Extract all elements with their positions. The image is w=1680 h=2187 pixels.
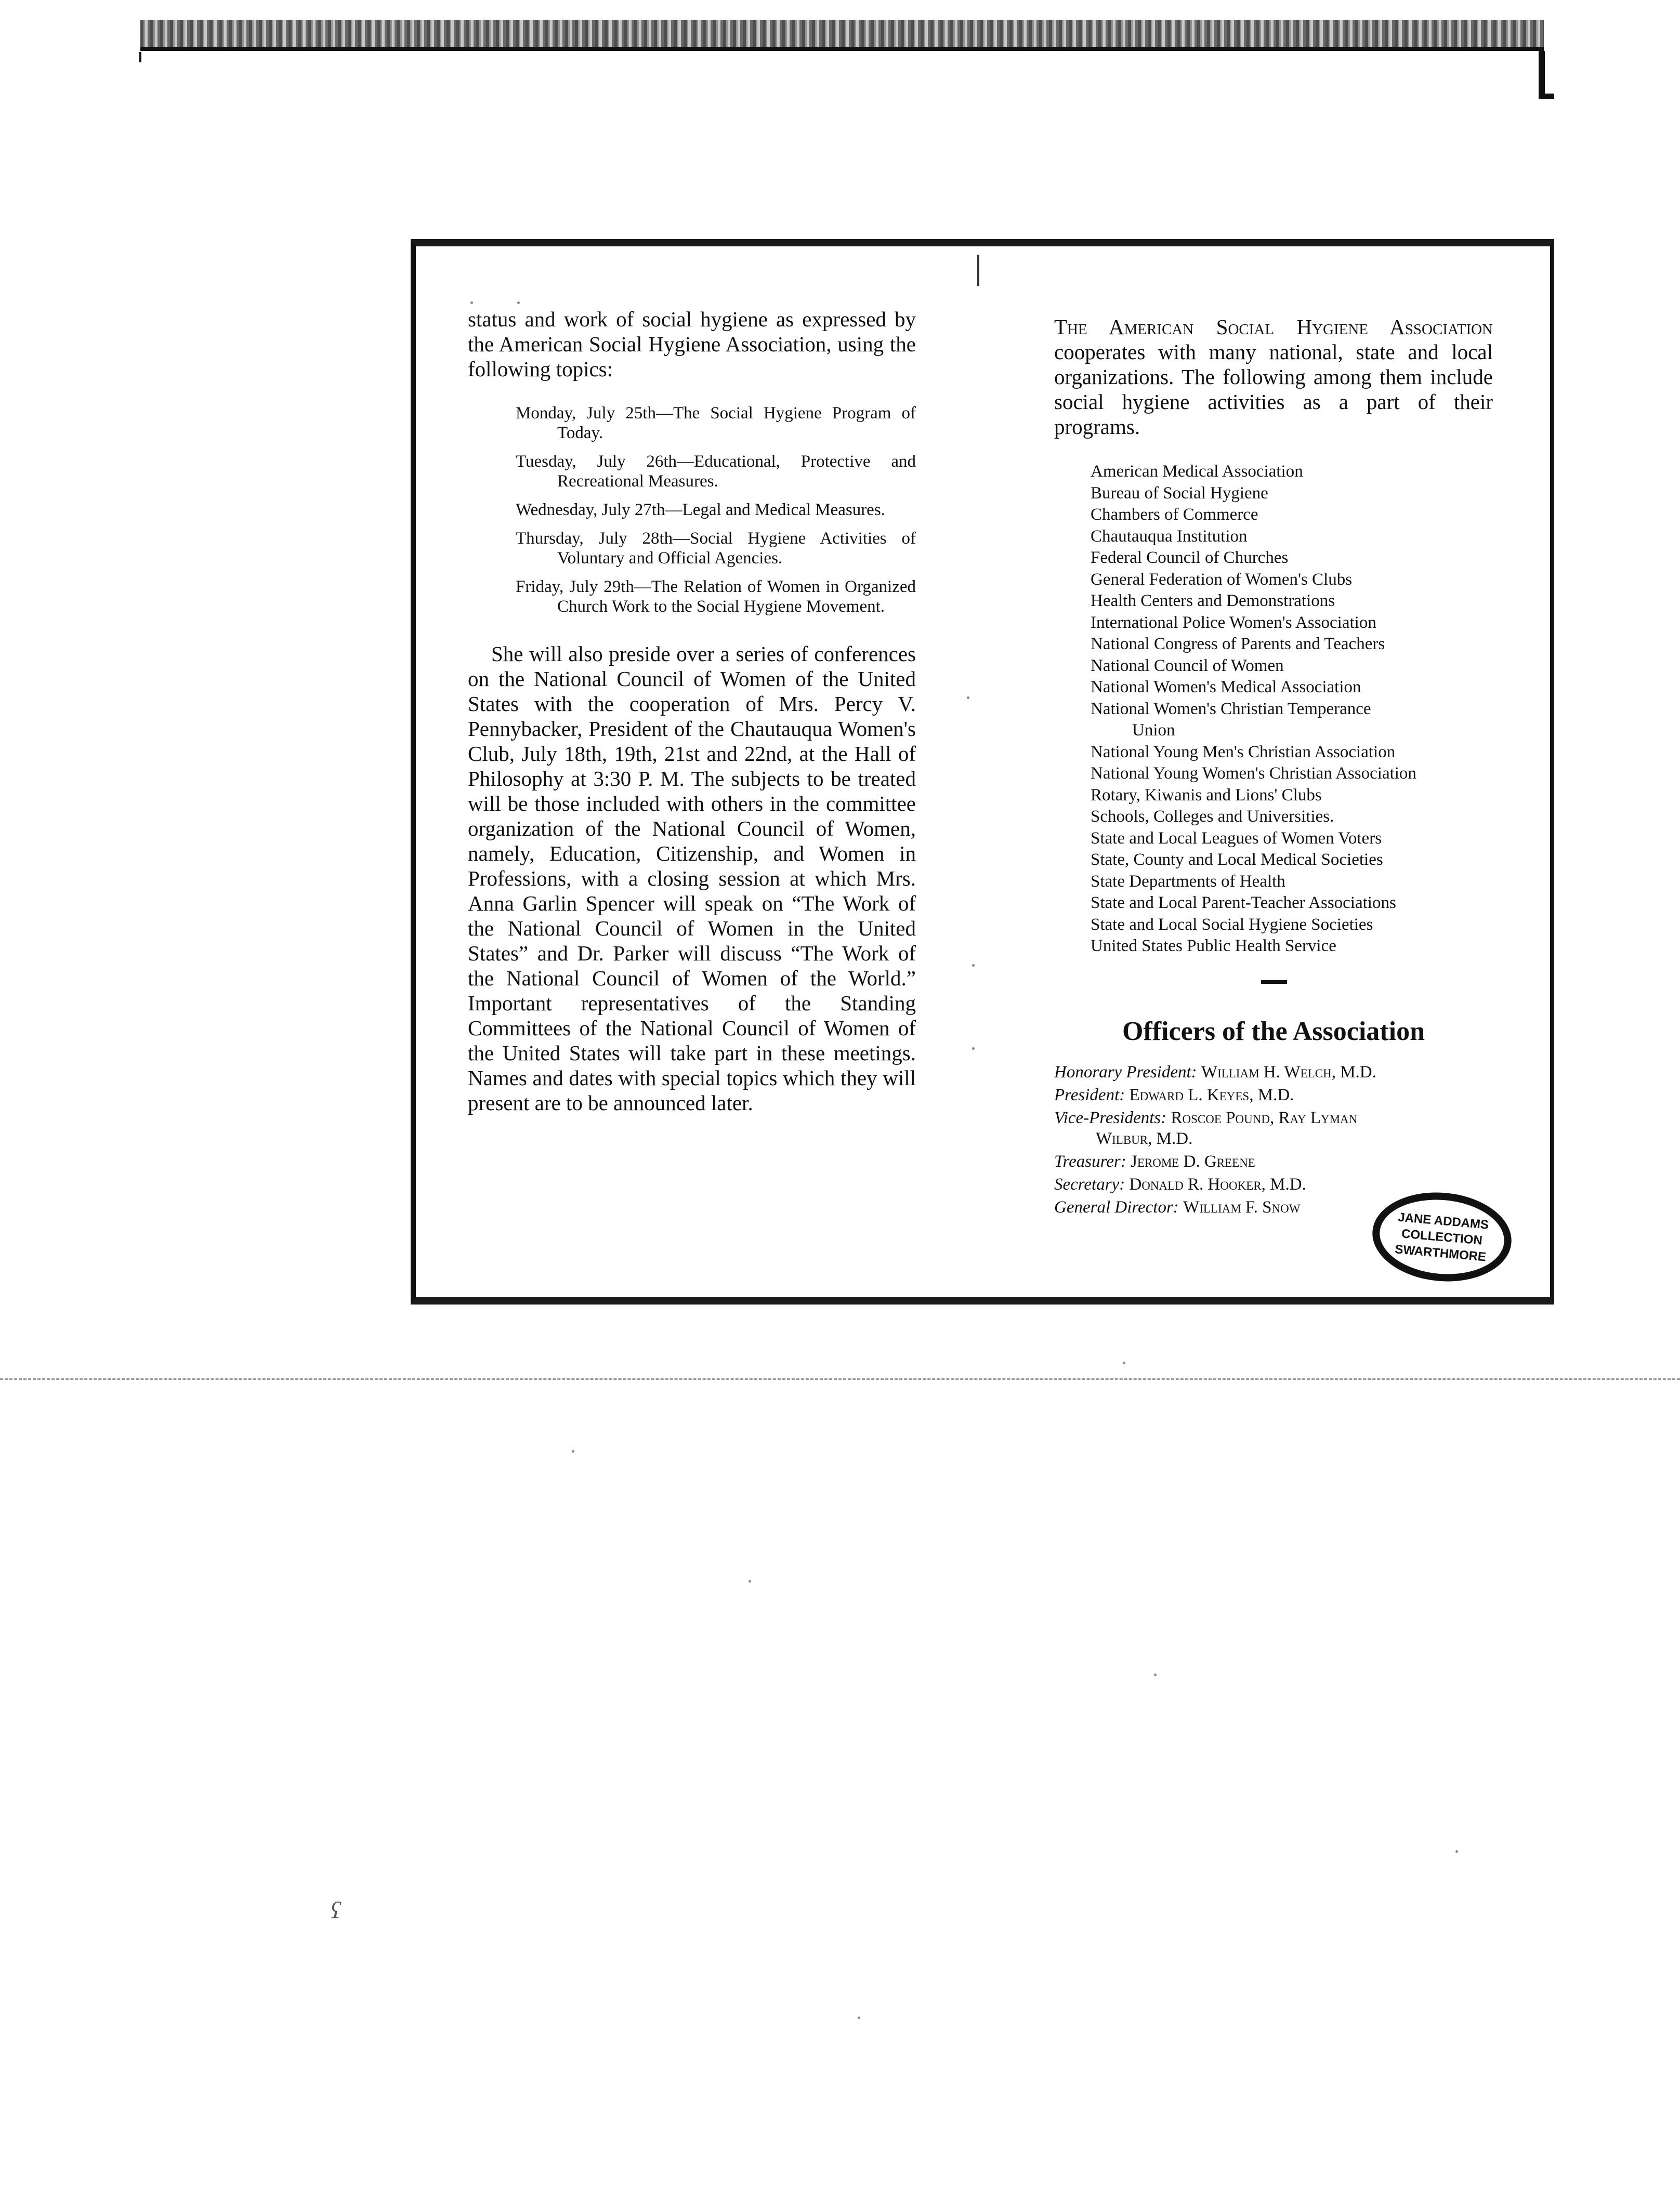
list-item: Schools, Colleges and Universities. <box>1091 807 1334 826</box>
stamp-line: COLLECTION <box>1401 1226 1483 1248</box>
officer-name: Edward L. Keyes, M.D. <box>1129 1085 1294 1104</box>
list-item: United States Public Health Service <box>1091 937 1336 955</box>
list-item: Chambers of Commerce <box>1091 505 1258 524</box>
list-item: Bureau of Social Hygiene <box>1091 483 1268 503</box>
officer-treasurer <box>1054 1151 1493 1172</box>
scan-top-edge <box>140 20 1544 51</box>
officer-vice-presidents <box>1054 1108 1493 1149</box>
officer-label: Honorary President: <box>1054 1062 1197 1082</box>
officer-label: Secretary: <box>1054 1175 1125 1194</box>
scan-speck <box>517 301 520 304</box>
list-item: National Young Women's Christian Association <box>1091 764 1416 783</box>
schedule-list <box>516 403 916 616</box>
officers-heading: Officers of the Association <box>1122 1016 1425 1046</box>
organization-list <box>1091 461 1493 957</box>
list-item: American Medical Association <box>1091 462 1303 481</box>
scan-speck <box>572 1450 574 1453</box>
officer-secretary <box>1054 1174 1493 1195</box>
list-item: International Police Women's Association <box>1091 613 1376 632</box>
scan-speck <box>1123 1362 1125 1364</box>
schedule-item-tuesday: Tuesday, July 26th—Educational, Protective and Recreational Measures. <box>516 452 916 491</box>
scan-speck <box>967 696 969 699</box>
list-item: Health Centers and Demonstrations <box>1091 591 1335 610</box>
scan-speck <box>1455 1850 1458 1853</box>
officer-president <box>1054 1085 1493 1105</box>
list-item: State, County and Local Medical Societies <box>1091 850 1383 869</box>
officer-label: President: <box>1054 1085 1125 1104</box>
schedule-item-monday: Monday, July 25th—The Social Hygiene Program of Today. <box>516 404 916 442</box>
schedule-item-wednesday: Wednesday, July 27th—Legal and Medical Measures. <box>516 500 885 519</box>
section-divider <box>1261 980 1287 984</box>
scan-speck <box>972 1047 975 1050</box>
right-intro <box>1054 314 1493 439</box>
officer-name: William F. Snow <box>1183 1197 1301 1217</box>
left-intro: status and work of social hygiene as expressed by the American Social Hygiene Association, using the following topics: <box>468 307 916 381</box>
list-item: Chautauqua Institution <box>1091 526 1248 546</box>
officer-name: Jerome D. Greene <box>1131 1152 1255 1171</box>
list-item: National Council of Women <box>1091 656 1284 675</box>
officer-name-continuation: Wilbur, M.D. <box>1096 1129 1193 1148</box>
scan-speck <box>749 1580 751 1583</box>
officer-name: William H. Welch, M.D. <box>1201 1062 1376 1082</box>
officer-label: General Director: <box>1054 1197 1179 1217</box>
schedule-item-thursday: Thursday, July 28th—Social Hygiene Activities of Voluntary and Official Agencies. <box>516 529 916 568</box>
scan-top-rule <box>140 47 1544 51</box>
list-item: National Young Men's Christian Association <box>1091 742 1396 761</box>
list-item-continuation: Union <box>1132 721 1175 740</box>
list-item: National Women's Medical Association <box>1091 678 1361 696</box>
list-item: Federal Council of Churches <box>1091 548 1289 567</box>
list-item: State and Local Parent-Teacher Associations <box>1091 893 1396 912</box>
conferences-paragraph: She will also preside over a series of conferences on the National Council of Women of the United States with the cooperation of Mrs. Percy V. Pennybacker, President of the Chautauqua Women's Club, July 18th, 19th, 21st and 22nd, at the Hall of Philosophy at 3:30 P. M. The subjects to be treated will be those included with others in the committee organization of the National Council of Women, namely, Education, Citizenship, and Women in Professions, with a closing session at which Mrs. Anna Garlin Spencer will speak on “The Work of the National Council of Women in the United States” and Dr. Parker will discuss “The Work of the National Council of Women of the World.” Important representatives of the Standing Committees of the National Council of Women of the United States will take part in these meetings. Names and dates with special topics which they will present are to be announced later. <box>468 642 916 1115</box>
scan-speck <box>972 964 975 967</box>
scan-corner-foot <box>1539 94 1554 99</box>
stamp-line: JANE ADDAMS <box>1397 1210 1490 1232</box>
association-name: The American Social Hygiene Association <box>1054 315 1493 339</box>
officer-label: Treasurer: <box>1054 1152 1126 1171</box>
list-item: Rotary, Kiwanis and Lions' Clubs <box>1091 785 1322 805</box>
list-item: State and Local Social Hygiene Societies <box>1091 915 1373 934</box>
list-item: State and Local Leagues of Women Voters <box>1091 828 1382 848</box>
left-column <box>468 307 916 1115</box>
right-column <box>1054 314 1493 1220</box>
scan-speck <box>858 2017 860 2019</box>
list-item: General Federation of Women's Clubs <box>1091 570 1353 589</box>
right-intro-text: cooperates with many national, state and local organizations. The following among them include social hygiene activities as a part of their programs. <box>1054 340 1493 439</box>
scan-speck <box>470 301 473 304</box>
scan-corner-mark <box>1539 51 1545 98</box>
officer-honorary-president <box>1054 1062 1493 1083</box>
scan-tick-mark <box>139 52 141 62</box>
officer-name: Roscoe Pound, Ray Lyman <box>1171 1108 1358 1127</box>
scan-smudge: ʕ <box>331 1898 340 1923</box>
list-item: National Women's Christian Temperance <box>1091 699 1371 718</box>
list-item: National Congress of Parents and Teachers <box>1091 635 1385 653</box>
center-fold <box>977 255 979 286</box>
stamp-line: SWARTHMORE <box>1394 1242 1487 1264</box>
schedule-item-friday: Friday, July 29th—The Relation of Women in Organized Church Work to the Social Hygiene Movement. <box>516 577 916 616</box>
officer-name: Donald R. Hooker, M.D. <box>1129 1175 1306 1194</box>
scan-fold-crease <box>0 1378 1680 1380</box>
list-item: State Departments of Health <box>1091 872 1285 891</box>
scan-speck <box>1154 1674 1157 1676</box>
officer-label: Vice-Presidents: <box>1054 1108 1167 1127</box>
